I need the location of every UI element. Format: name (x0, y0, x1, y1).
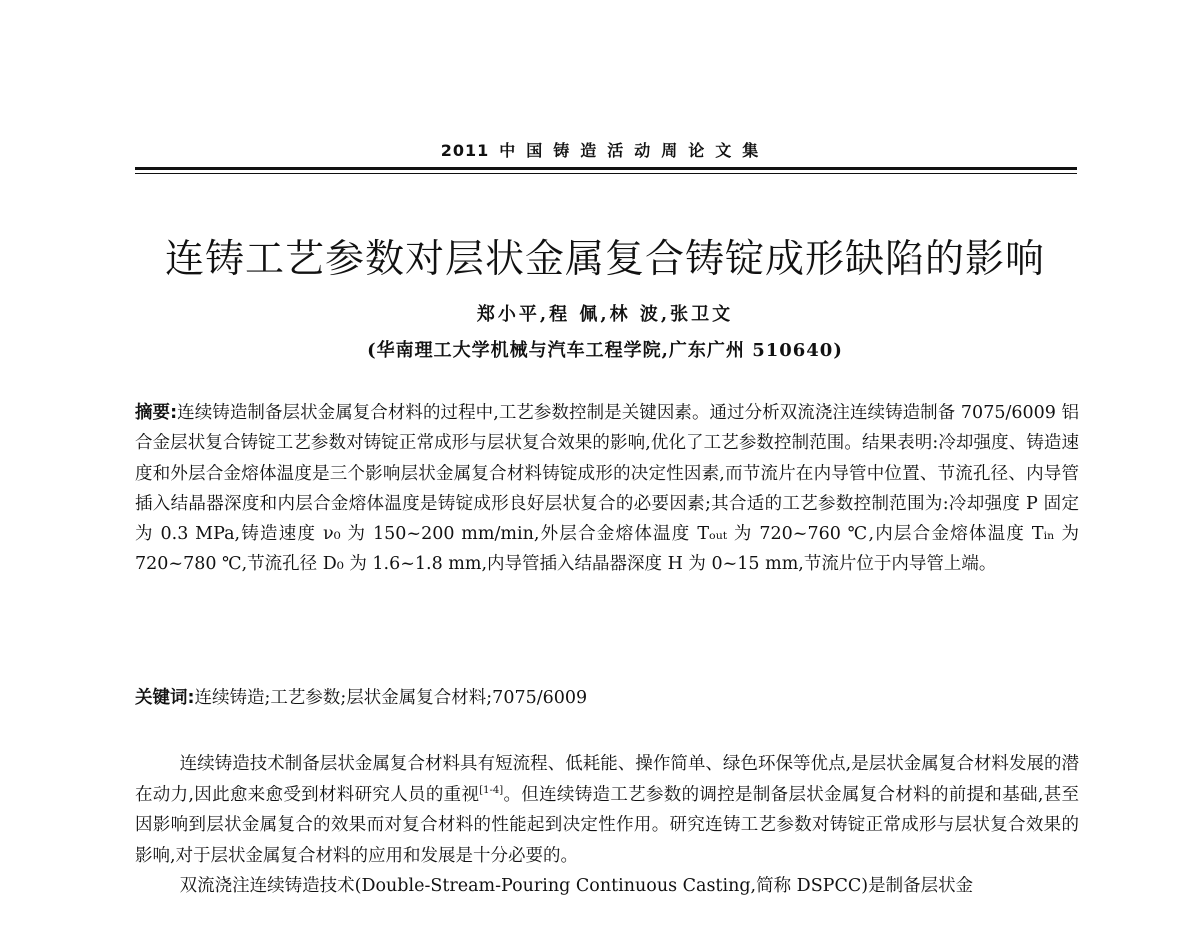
running-header (135, 138, 1075, 161)
abstract (135, 398, 1079, 580)
body-paragraph-1 (135, 749, 1079, 871)
body-p1-main: 连续铸造技术制备层状金属复合材料具有短流程、低耗能、操作简单、绿色环保等优点,是层状金属复合材料发展的潜在动力,因此愈来愈受到材料研究人员的重视 (135, 754, 1079, 805)
paper-title: 连铸工艺参数对层状金属复合铸锭成形缺陷的影响 (164, 237, 1045, 282)
abstract-label: 摘要: (135, 403, 178, 423)
keywords-label: 关键词: (135, 688, 195, 708)
header-rule-thin (135, 173, 1077, 174)
affiliation: (华南理工大学机械与汽车工程学院,广东广州 510640) (367, 340, 843, 361)
citation-ref: [1-4] (479, 784, 504, 796)
body-text (135, 749, 1079, 902)
authors: 郑小平,程 佩,林 波,张卫文 (476, 304, 734, 325)
body-paragraph-2: 双流浇注连续铸造技术(Double-Stream-Pouring Continuous Casting,简称 DSPCC)是制备层状金 (179, 876, 974, 896)
keywords-text: 连续铸造;工艺参数;层状金属复合材料;7075/6009 (194, 688, 588, 708)
abstract-text: 连续铸造制备层状金属复合材料的过程中,工艺参数控制是关键因素。通过分析双流浇注连续铸造制备 7075/6009 铝合金层状复合铸锭工艺参数对铸锭正常成形与层状复合效果的影响,优化了工艺参数控制范围。结果表明:冷却强度、铸造速度和外层合金熔体温度是三个影响层状金属复合材料铸锭成形的决定性因素,而节流片在内导管中位置、节流孔径、内导管插入结晶器深度和内层合金熔体温度是铸锭成形良好层状复合的必要因素;其合适的工艺参数控制范围为:冷却强度 P 固定为 0.3 MPa,铸造速度 ν₀ 为 150~200 mm/min,外层合金熔体温度 Tₒᵤₜ 为 720~760 ℃,内层合金熔体温度 Tᵢₙ 为 720~780 ℃,节流孔径 D₀ 为 1.6~1.8 mm,内导管插入结晶器深度 H 为 0~15 mm,节流片位于内导管上端。 (135, 403, 1080, 575)
body-p1-rest: 。但连续铸造工艺参数的调控是制备层状金属复合材料的前提和基础,甚至因影响到层状金属复合的效果而对复合材料的性能起到决定性作用。研究连铸工艺参数对铸锭正常成形与层状复合效果的影响,对于层状金属复合材料的应用和发展是十分必要的。 (135, 784, 1080, 866)
keywords (135, 683, 1079, 713)
header-collection-title: 中国铸造活动周论文集 (499, 141, 770, 160)
header-year: 2011 (440, 141, 490, 160)
header-rule-thick (135, 167, 1077, 170)
